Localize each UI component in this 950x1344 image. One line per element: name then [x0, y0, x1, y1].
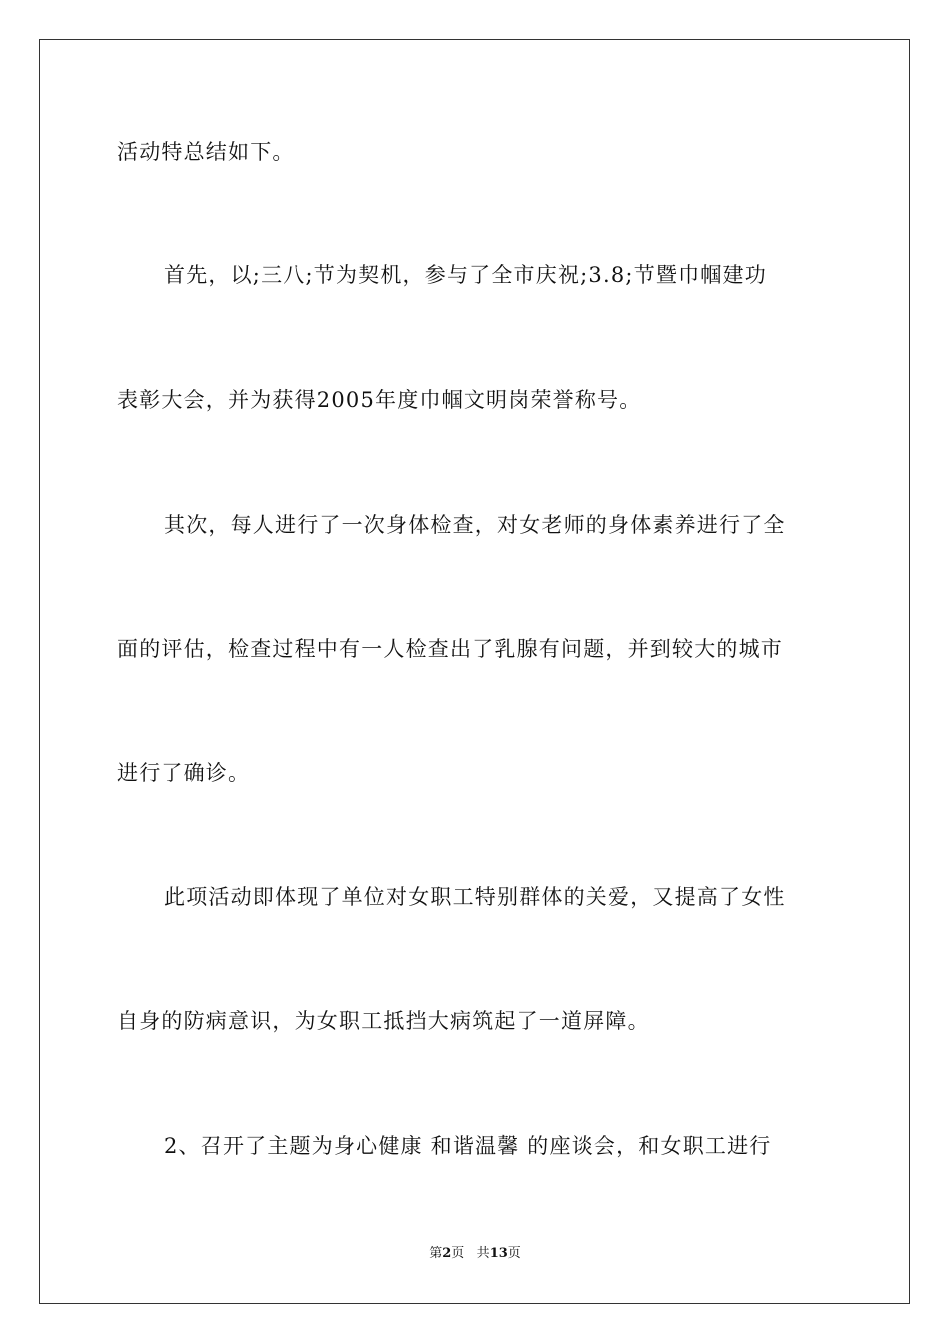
page-border: [39, 39, 910, 1304]
page-number: 2: [442, 1246, 452, 1261]
page-suffix: 页: [451, 1246, 465, 1261]
paragraph-first-line: 其次，每人进行了一次身体检查，对女老师的身体素养进行了全: [164, 513, 786, 537]
paragraph-first-line: 此项活动即体现了单位对女职工特别群体的关爱，又提高了女性: [164, 885, 786, 909]
total-suffix: 页: [507, 1246, 521, 1261]
text-line: 表彰大会，并为获得2005年度巾帼文明岗荣誉称号。: [117, 388, 642, 412]
text-line: 活动特总结如下。: [117, 140, 295, 164]
total-prefix: 共: [476, 1246, 490, 1261]
page-prefix: 第: [429, 1246, 443, 1261]
paragraph-first-line: 首先，以;三八;节为契机，参与了全市庆祝;3.8;节暨巾帼建功: [164, 263, 767, 287]
text-line: 自身的防病意识，为女职工抵挡大病筑起了一道屏障。: [117, 1009, 650, 1033]
text-line: 面的评估，检查过程中有一人检查出了乳腺有问题，并到较大的城市: [117, 637, 783, 661]
total-pages: 13: [489, 1246, 508, 1261]
page-footer: [0, 1244, 950, 1264]
text-line: 进行了确诊。: [117, 761, 251, 785]
paragraph-first-line: 2、召开了主题为身心健康 和谐温馨 的座谈会，和女职工进行: [164, 1134, 772, 1158]
